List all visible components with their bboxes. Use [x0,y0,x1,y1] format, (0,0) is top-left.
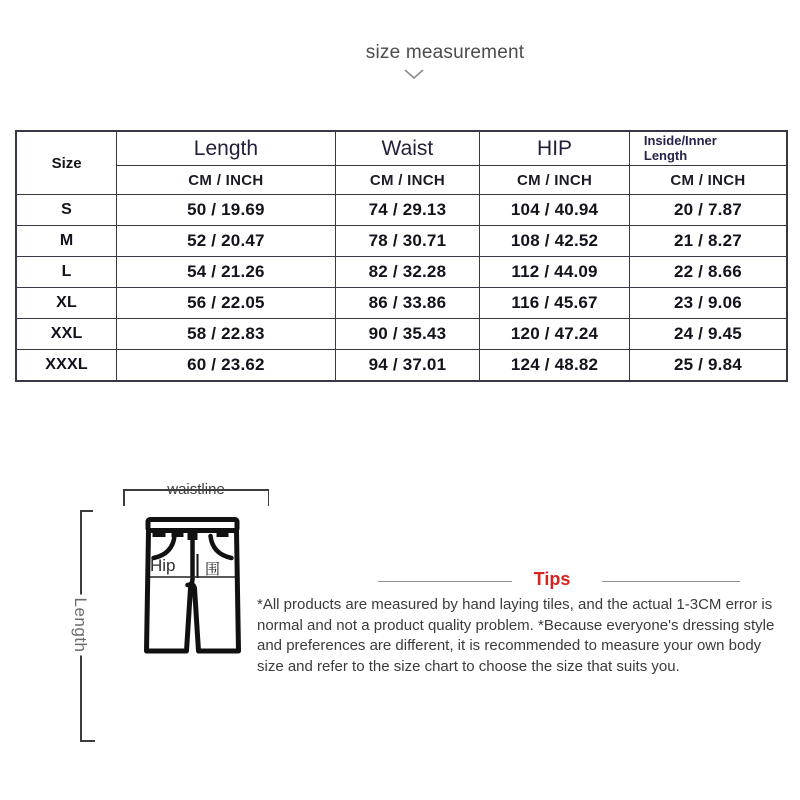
length-cell: 56 / 22.05 [117,288,335,319]
col-header-length: Length [117,131,335,166]
inner-length-cell: 20 / 7.87 [629,195,787,226]
size-cell: XXXL [16,350,117,382]
tips-text: *All products are measured by hand laying tiles, and the actual 1-3CM error is normal and not a product quality problem. *Because everyone's dressing style and preferences are different, it is recommended to measure your own body size and refer to the size chart to choose the size that suits you. [257,596,775,675]
inner-length-cell: 25 / 9.84 [629,350,787,382]
hip-cell: 116 / 45.67 [480,288,630,319]
col-header-size: Size [16,131,117,195]
hip-cell: 120 / 47.24 [480,319,630,350]
length-cell: 54 / 21.26 [117,257,335,288]
table-row [16,226,787,257]
inner-length-cell: 21 / 8.27 [629,226,787,257]
waist-cell: 86 / 33.86 [335,288,480,319]
unit-header: CM / INCH [335,166,480,195]
chevron-down-icon[interactable] [403,68,425,81]
unit-header: CM / INCH [480,166,630,195]
length-cell: 58 / 22.83 [117,319,335,350]
size-cell: S [16,195,117,226]
table-row [16,257,787,288]
table-row [16,195,787,226]
tips-divider-left [378,581,512,582]
length-cell: 52 / 20.47 [117,226,335,257]
waistline-label: waistline [167,481,225,498]
waist-cell: 94 / 37.01 [335,350,480,382]
hip-label: Hip [150,556,176,575]
length-cell: 50 / 19.69 [117,195,335,226]
size-table [15,130,788,382]
hip-cell: 104 / 40.94 [480,195,630,226]
col-header-inner-length: Inside/Inner Length [629,131,787,166]
page-title: size measurement [365,42,525,63]
table-row [16,319,787,350]
length-label: Length [65,595,95,656]
hip-cell: 124 / 48.82 [480,350,630,382]
col-header-hip: HIP [480,131,630,166]
waist-cell: 90 / 35.43 [335,319,480,350]
tips-heading: Tips [533,569,571,589]
shorts-diagram-icon [144,516,241,656]
table-row [16,288,787,319]
col-header-waist: Waist [335,131,480,166]
size-cell: XXL [16,319,117,350]
hip-circumference-cn-label: 围 [205,561,221,578]
inner-length-cell: 24 / 9.45 [629,319,787,350]
size-cell: XL [16,288,117,319]
waist-cell: 82 / 32.28 [335,257,480,288]
table-row [16,350,787,382]
hip-cell: 112 / 44.09 [480,257,630,288]
length-bracket-tick-top [80,510,93,512]
length-cell: 60 / 23.62 [117,350,335,382]
length-bracket-tick-bottom [80,740,95,742]
size-cell: L [16,257,117,288]
unit-header: CM / INCH [117,166,335,195]
tips-divider-right [602,581,740,582]
unit-header: CM / INCH [629,166,787,195]
inner-length-cell: 22 / 8.66 [629,257,787,288]
size-cell: M [16,226,117,257]
waist-cell: 78 / 30.71 [335,226,480,257]
inner-length-cell: 23 / 9.06 [629,288,787,319]
hip-cell: 108 / 42.52 [480,226,630,257]
section-title-row [0,42,800,64]
waist-cell: 74 / 29.13 [335,195,480,226]
